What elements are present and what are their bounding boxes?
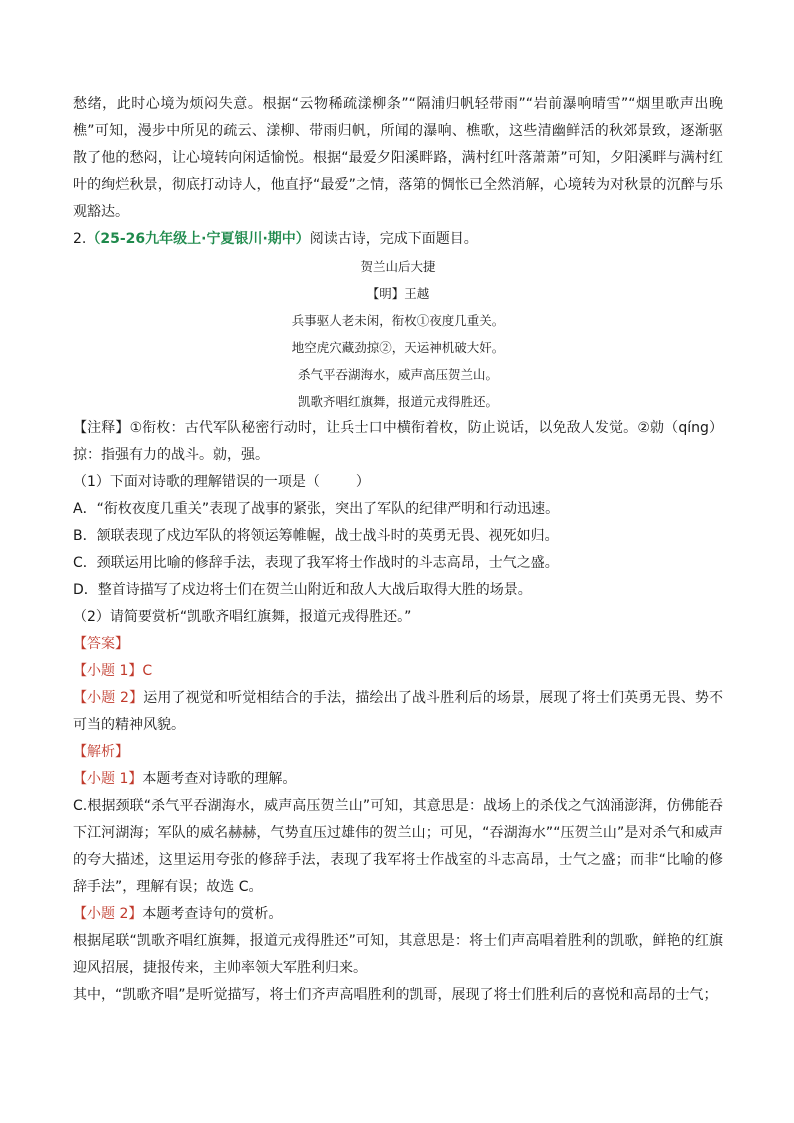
analysis-3-body: 其中，“凯歌齐唱”是听觉描写，将士们齐声高唱胜利的凯哥，展现了将士们胜利后的喜悦和高昂的士气； — [73, 987, 718, 1003]
analysis-1-header — [73, 766, 723, 793]
analysis-1-body: C.根据颈联“杀气平吞湖海水，威声高压贺兰山”可知，其意思是：战场上的杀伐之气汹涌澎湃，仿佛能吞下江河湖海；军队的威名赫赫，气势直压过雄伟的贺兰山；可见，“吞湖海水”“压贺兰山”是对杀气和威声的夸大描述，这里运用夸张的修辞手法，表现了我军将士作战室的斗志高昂，士气之盛；而非“比喻的修辞手法”，理解有误；故选 C。 — [73, 798, 723, 895]
option-d: D．整首诗描写了戍边将士们在贺兰山附近和敌人大战后取得大胜的场景。 — [73, 582, 532, 598]
answer-2-value: 运用了视觉和听觉相结合的手法，描绘出了战斗胜利后的场景，展现了将士们英勇无畏、势不可当的精神风貌。 — [73, 690, 724, 733]
document-content — [73, 91, 723, 1009]
poem-author: 【明】王越 — [366, 286, 430, 301]
answer-2 — [73, 685, 723, 739]
answer-1-value: C — [142, 663, 153, 679]
poem-line: 杀气平吞湖海水，威声高压贺兰山。 — [297, 367, 498, 382]
poem-line: 凯歌齐唱红旗舞，报道元戎得胜还。 — [297, 394, 498, 409]
analysis-heading: 【解析】 — [73, 744, 129, 760]
subquestion-2: （2）请简要赏析“凯歌齐唱红旗舞，报道元戎得胜还。” — [73, 609, 412, 625]
answer-1 — [73, 658, 723, 685]
poem-notes: 【注释】①衔枚：古代军队秘密行动时，让兵士口中横衔着枚，防止说话，以免敌人发觉。②勍（qíng）掠：指强有力的战斗。勍，强。 — [73, 420, 723, 463]
analysis-2-header — [73, 901, 723, 928]
question-header — [73, 226, 723, 253]
option-a: A．“衔枚夜度几重关”表现了战事的紧张，突出了军队的纪律严明和行动迅速。 — [73, 501, 560, 517]
subquestion-1-stem-end: ） — [355, 474, 370, 490]
analysis-2-body: 根据尾联“凯歌齐唱红旗舞，报道元戎得胜还”可知，其意思是：将士们声高唱着胜利的凯歌，鲜艳的红旗迎风招展，捷报传来，主帅率领大军胜利归来。 — [73, 933, 723, 976]
answer-2-label: 【小题 2】 — [73, 690, 144, 706]
poem-line: 地空虎穴藏劲掠②，天运神机破大奸。 — [291, 340, 505, 355]
option-c: C．颈联运用比喻的修辞手法，表现了我军将士作战时的斗志高昂，士气之盛。 — [73, 555, 559, 571]
analysis-1-text: 本题考查对诗歌的理解。 — [142, 771, 297, 787]
analysis-2-text: 本题考查诗句的赏析。 — [142, 906, 283, 922]
poem-line: 兵事驱人老未闲，衔枚①夜度几重关。 — [291, 313, 505, 328]
question-prompt: 阅读古诗，完成下面题目。 — [309, 231, 478, 247]
answer-1-label: 【小题 1】 — [73, 663, 143, 679]
question-number: 2. — [73, 231, 87, 247]
analysis-2-label: 【小题 2】 — [73, 906, 143, 922]
subquestion-1-stem-text: （1）下面对诗歌的理解错误的一项是（ — [73, 474, 320, 490]
option-b: B．颔联表现了戍边军队的将领运筹帷幄，战士战斗时的英勇无畏、视死如归。 — [73, 528, 559, 544]
intro-paragraph: 愁绪，此时心境为烦闷失意。根据“云物稀疏漾柳条”“隔浦归帆轻带雨”“岩前瀑响晴雪”“烟里歌声出晚樵”可知，漫步中所见的疏云、漾柳、带雨归帆，所闻的瀑响、樵歌，这些清幽鲜活的秋郊景致，逐渐驱散了他的愁闷，让心境转向闲适愉悦。根据“最爱夕阳溪畔路，满村红叶落萧萧”可知，夕阳溪畔与满村红叶的绚烂秋景，彻底打动诗人，他直抒“最爱”之情，落第的惆怅已全然消解，心境转为对秋景的沉醉与乐观豁达。 — [73, 96, 723, 220]
question-source: （25-26九年级上·宁夏银川·期中） — [86, 231, 310, 247]
analysis-1-label: 【小题 1】 — [73, 771, 143, 787]
subquestion-1-stem — [73, 469, 723, 496]
answer-heading: 【答案】 — [73, 636, 129, 652]
poem-title: 贺兰山后大捷 — [360, 259, 436, 274]
